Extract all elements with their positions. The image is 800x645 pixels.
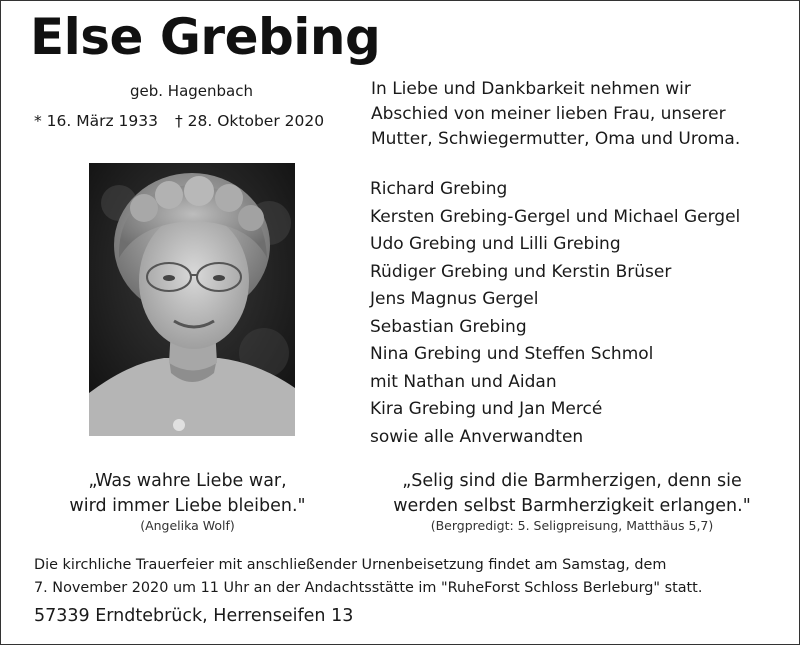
deceased-name: Else Grebing [30, 8, 381, 66]
mourner-line: sowie alle Anverwandten [370, 426, 584, 447]
mourner-line: mit Nathan und Aidan [370, 371, 557, 392]
quote-left [40, 469, 335, 533]
quote-line: „Selig sind die Barmherzigen, denn sie [402, 471, 742, 491]
address: 57339 Erndtebrück, Herrenseifen 13 [34, 606, 354, 626]
mourner-line: Kersten Grebing-Gergel und Michael Gergel [370, 206, 741, 227]
service-info [34, 554, 702, 600]
quote-line: werden selbst Barmherzigkeit erlangen." [393, 496, 751, 516]
service-line: Die kirchliche Trauerfeier mit anschließender Urnenbeisetzung findet am Samstag, dem [34, 557, 667, 573]
death-date: † 28. Oktober 2020 [174, 112, 325, 130]
intro-line: Abschied von meiner lieben Frau, unserer [371, 104, 726, 124]
mourner-line: Kira Grebing und Jan Mercé [370, 399, 603, 419]
portrait-image [89, 163, 295, 436]
mourner-line: Jens Magnus Gergel [370, 289, 539, 309]
intro-line: Mutter, Schwiegermutter, Oma und Uroma. [371, 129, 741, 149]
quote-right [382, 469, 762, 533]
birth-date: * 16. März 1933 [34, 112, 159, 130]
intro-text [371, 77, 781, 152]
mourner-line: Sebastian Grebing [370, 316, 527, 337]
mourners-list [370, 176, 740, 451]
service-line: 7. November 2020 um 11 Uhr an der Andachtsstätte im "RuheForst Schloss Berleburg" statt. [34, 580, 703, 596]
quote-line: „Was wahre Liebe war, [88, 471, 287, 491]
intro-line: In Liebe und Dankbarkeit nehmen wir [371, 79, 691, 99]
life-dates [34, 112, 324, 130]
mourner-line: Richard Grebing [370, 179, 508, 199]
mourner-line: Nina Grebing und Steffen Schmol [370, 344, 654, 364]
quote-line: wird immer Liebe bleiben." [69, 496, 306, 516]
maiden-name: geb. Hagenbach [130, 82, 254, 100]
portrait-photo [89, 163, 295, 436]
mourner-line: Udo Grebing und Lilli Grebing [370, 234, 621, 254]
quote-source: (Bergpredigt: 5. Seligpreisung, Matthäus 5,7) [430, 518, 714, 533]
mourner-line: Rüdiger Grebing und Kerstin Brüser [370, 261, 672, 282]
quote-source: (Angelika Wolf) [140, 518, 235, 533]
